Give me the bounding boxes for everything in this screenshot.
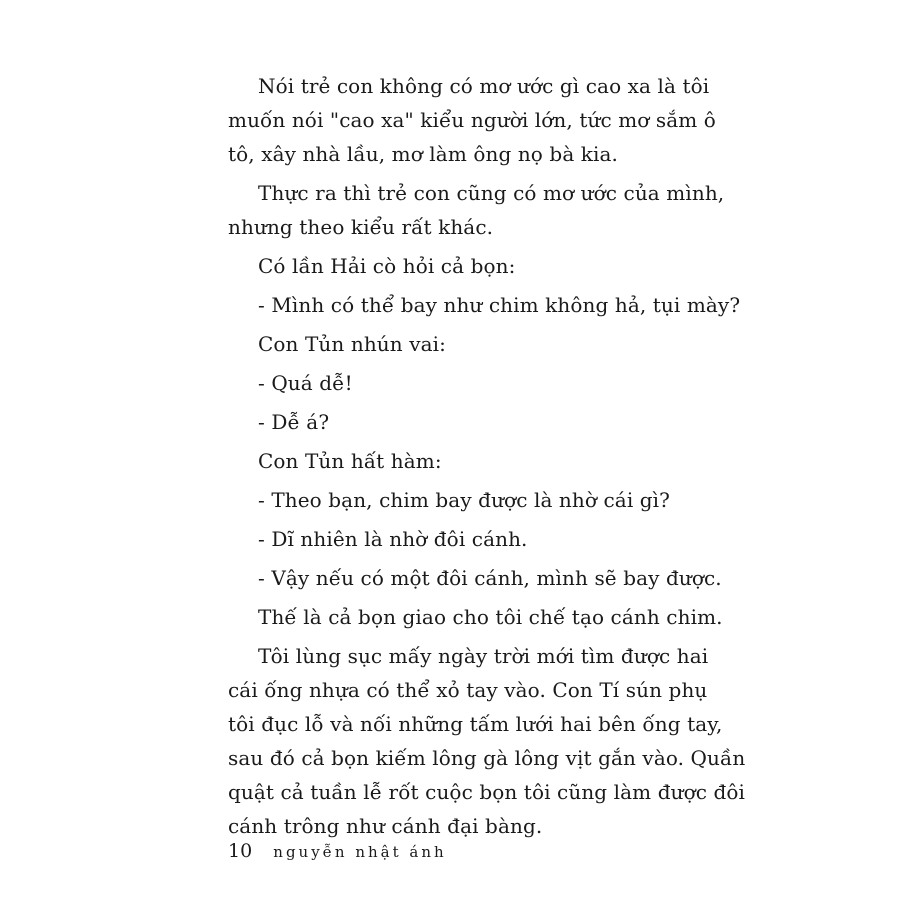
text-line: - Mình có thể bay như chim không hả, tụi mày? (258, 293, 741, 317)
text-line: - Quá dễ! (258, 371, 353, 395)
text-line: - Vậy nếu có một đôi cánh, mình sẽ bay được. (258, 566, 722, 590)
text-line: Nói trẻ con không có mơ ước gì cao xa là tôi (258, 74, 710, 98)
text-line: - Dĩ nhiên là nhờ đôi cánh. (258, 527, 528, 551)
text-line: muốn nói "cao xa" kiểu người lớn, tức mơ sắm ô (228, 108, 716, 132)
text-line: quật cả tuần lễ rốt cuộc bọn tôi cũng làm được đôi (228, 780, 746, 804)
text-line: Thực ra thì trẻ con cũng có mơ ước của mình, (258, 181, 725, 205)
text-line: tô, xây nhà lầu, mơ làm ông nọ bà kia. (228, 142, 618, 166)
text-line: nhưng theo kiểu rất khác. (228, 215, 494, 239)
text-line: Tôi lùng sục mấy ngày trời mới tìm được hai (258, 644, 709, 668)
text-line: Con Tủn hất hàm: (258, 449, 442, 473)
text-line: cái ống nhựa có thể xỏ tay vào. Con Tí sún phụ (228, 678, 708, 702)
text-line: Thế là cả bọn giao cho tôi chế tạo cánh chim. (258, 605, 723, 629)
text-line: tôi đục lỗ và nối những tấm lưới hai bên ống tay, (228, 712, 723, 736)
text-line: Con Tủn nhún vai: (258, 332, 446, 356)
page-number: 10 (228, 840, 253, 862)
running-head-author: nguyễn nhật ánh (273, 843, 447, 861)
text-line: Có lần Hải cò hỏi cả bọn: (258, 254, 516, 278)
text-line: - Dễ á? (258, 410, 330, 434)
text-line: sau đó cả bọn kiếm lông gà lông vịt gắn vào. Quần (228, 746, 746, 770)
page-footer (228, 840, 447, 862)
text-line: cánh trông như cánh đại bàng. (228, 814, 543, 838)
text-line: - Theo bạn, chim bay được là nhờ cái gì? (258, 488, 670, 512)
